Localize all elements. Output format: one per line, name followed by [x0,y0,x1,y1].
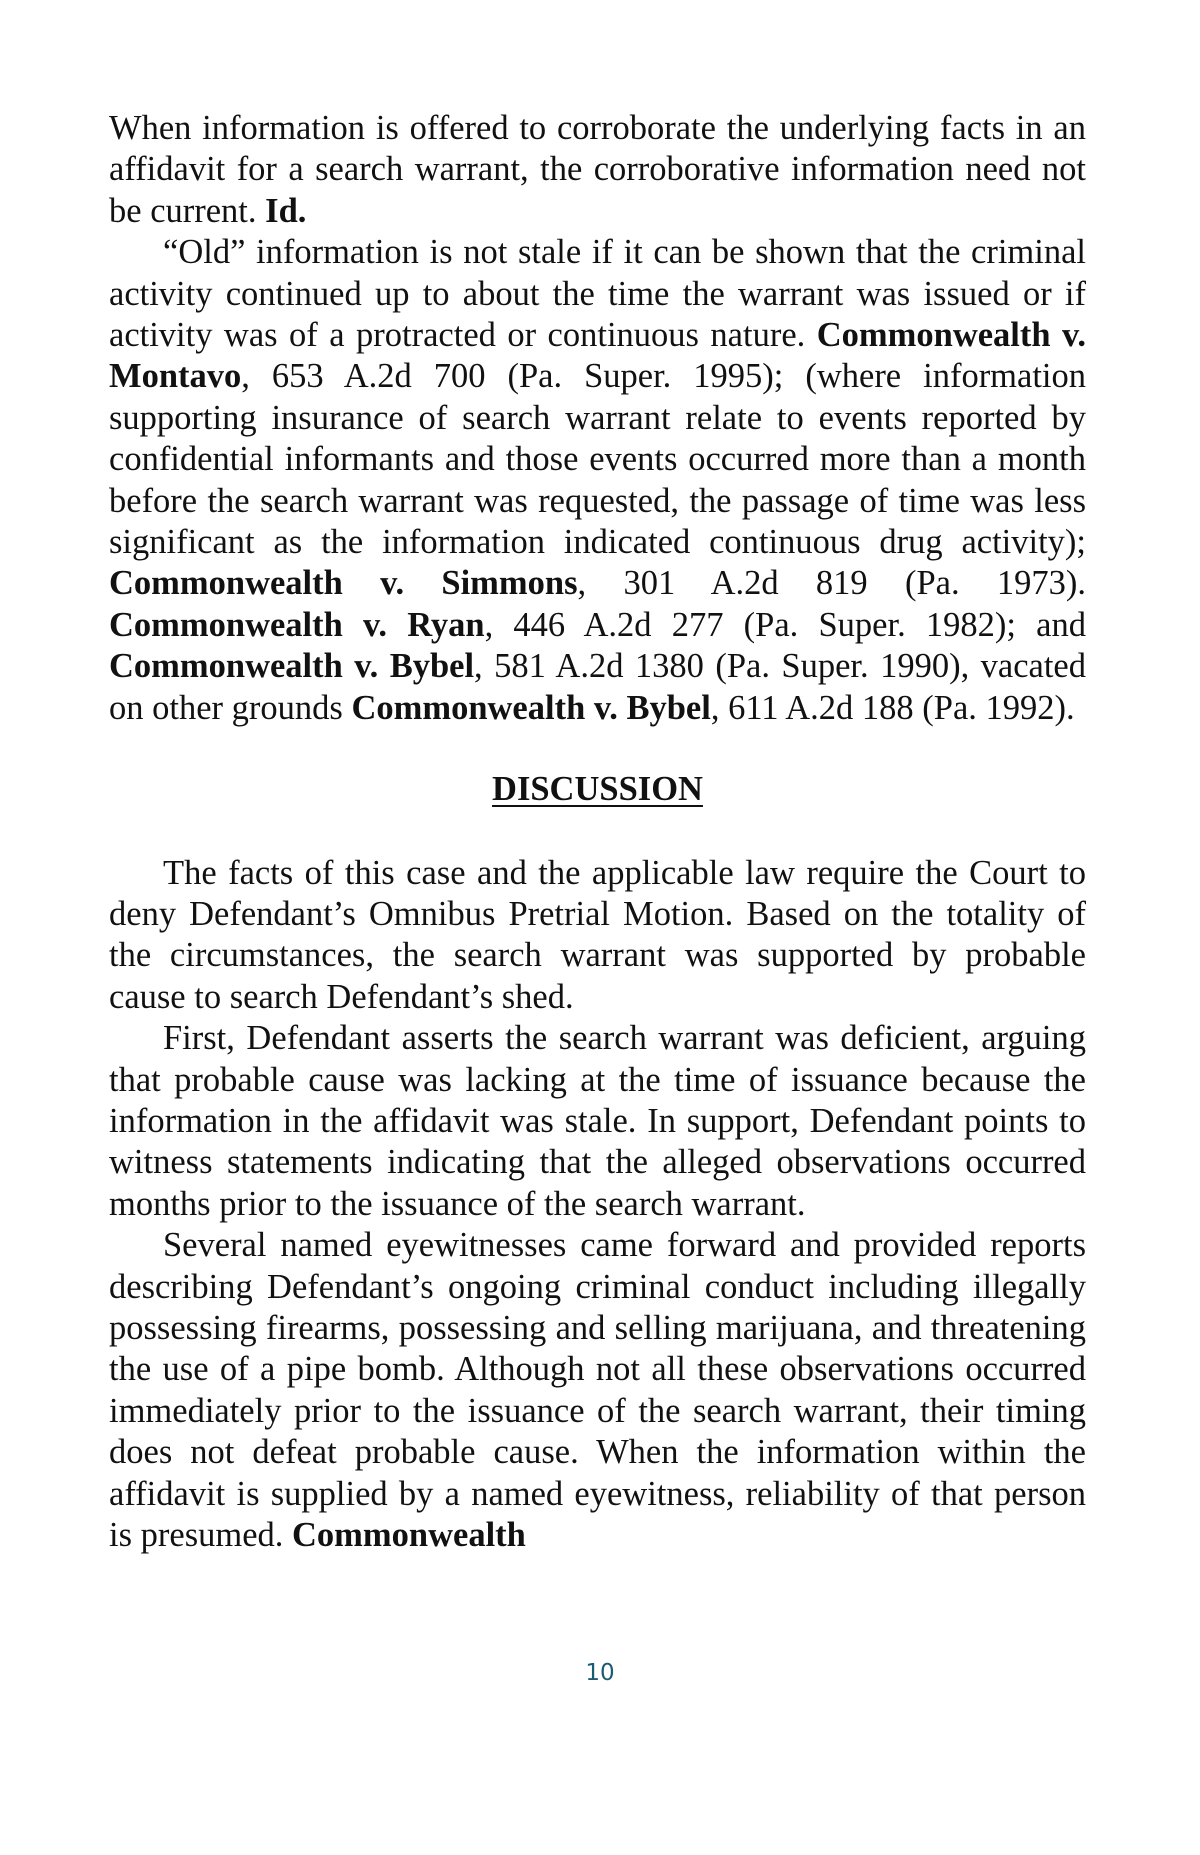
case-citation: Commonwealth v. Simmons [109,564,578,603]
text-run: Several named eyewitnesses came forward and provided reports describing Defendant’s ongoing criminal conduct including illegally possessing firearms, possessing and selling marijuana, and threatening the use of a pipe bomb. Although not all these observations occurred immediately prior to the issuance of the search warrant, their timing does not defeat probable cause. When the information within the affidavit is supplied by a named eyewitness, reliability of that person is presumed. [109,1226,1086,1554]
text-run: , 611 A.2d 188 (Pa. 1992). [710,688,1075,727]
text-run: When information is offered to corroborate the underlying facts in an affidavit for a search warrant, the corroborative information need not be current. [109,109,1086,230]
spacer [109,811,1086,853]
text-run: , 581 A.2d 1380 (Pa. Super. 1990), vacated on other grounds [109,647,1086,727]
text-run: “Old” information is not stale if it can be shown that the criminal activity continued up to about the time the warrant was issued or if activity was of a protracted or continuous nature. [109,233,1086,355]
section-heading: DISCUSSION [492,770,703,809]
paragraph [109,108,1086,232]
page-number: 10 [585,1660,615,1686]
body-text-after-heading [109,853,1086,1557]
case-citation: Commonwealth v. Montavo [109,316,1086,396]
spacer [109,729,1086,769]
case-citation: Commonwealth v. Ryan [109,605,485,644]
text-run: First, Defendant asserts the search warrant was deficient, arguing that probable cause was lacking at the time of issuance because the information in the affidavit was stale. In support, Defendant points to witness statements indicating that the alleged observations occurred months prior to the issuance of the search warrant. [109,1019,1086,1223]
text-run: The facts of this case and the applicable law require the Court to deny Defendant’s Omnibus Pretrial Motion. Based on the totality of the circumstances, the search warrant was supported by probable cause to search Defendant’s shed. [109,853,1086,1016]
paragraph [109,1018,1086,1225]
text-run: , 653 A.2d 700 (Pa. Super. 1995); (where information supporting insurance of search warrant relate to events reported by confidential informants and those events occurred more than a month before the search warrant was requested, the passage of time was less significant as the information indicated continuous drug activity); [109,357,1086,562]
case-citation: Commonwealth [292,1516,526,1554]
case-citation: Commonwealth v. Bybel [351,688,711,727]
paragraph [109,232,1086,729]
case-citation: Id. [265,191,307,230]
case-citation: Commonwealth v. Bybel [109,647,475,686]
document-page [109,108,1086,1556]
paragraph [109,853,1086,1019]
body-text-before-heading [109,108,1086,729]
paragraph [109,1225,1086,1556]
text-run: , 301 A.2d 819 (Pa. 1973). [577,564,1086,603]
text-run: , 446 A.2d 277 (Pa. Super. 1982); and [484,605,1086,644]
